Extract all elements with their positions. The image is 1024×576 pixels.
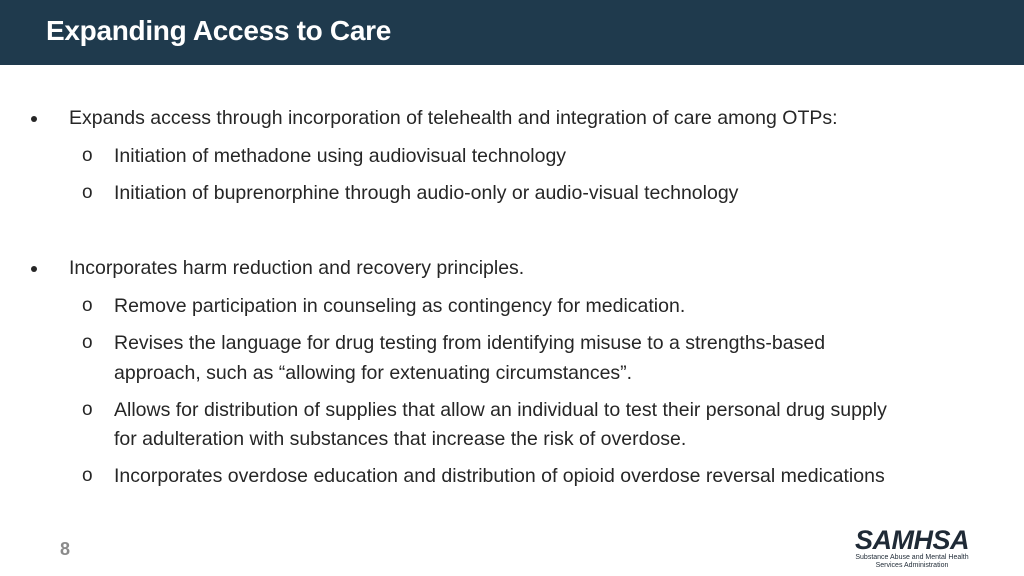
sub-bullet-text: Allows for distribution of supplies that allow an individual to test their personal drug supply	[114, 399, 887, 421]
samhsa-logo	[848, 524, 976, 570]
sub-bullet-text-continued: approach, such as “allowing for extenuating circumstances”.	[114, 362, 633, 384]
bullet-text: Incorporates harm reduction and recovery principles.	[69, 257, 525, 279]
sub-bullet-marker: o	[82, 332, 93, 353]
slide-title: Expanding Access to Care	[46, 15, 391, 46]
bullet-marker	[31, 266, 37, 272]
logo-tagline-line1: Substance Abuse and Mental Health	[855, 554, 969, 561]
sub-bullet-marker: o	[82, 295, 93, 316]
sub-bullet-text: Incorporates overdose education and distribution of opioid overdose reversal medications	[114, 465, 885, 487]
sub-bullet-text: Initiation of buprenorphine through audio-only or audio-visual technology	[114, 182, 739, 204]
sub-bullet-text: Remove participation in counseling as contingency for medication.	[114, 295, 686, 317]
sub-bullet-marker: o	[82, 465, 93, 486]
sub-bullet-marker: o	[82, 145, 93, 166]
logo-wordmark: SAMHSA	[854, 525, 970, 555]
page-number: 8	[60, 539, 71, 559]
sub-bullet-text: Revises the language for drug testing from identifying misuse to a strengths-based	[114, 332, 826, 354]
title-bar	[0, 0, 1024, 65]
sub-bullet-text-continued: for adulteration with substances that increase the risk of overdose.	[114, 428, 687, 450]
bullet-marker	[31, 116, 37, 122]
sub-bullet-text: Initiation of methadone using audiovisual technology	[114, 145, 567, 167]
logo-tagline-line2: Services Administration	[875, 562, 949, 569]
sub-bullet-marker: o	[82, 182, 93, 203]
bullet-text: Expands access through incorporation of telehealth and integration of care among OTPs:	[69, 107, 838, 129]
sub-bullet-marker: o	[82, 399, 93, 420]
